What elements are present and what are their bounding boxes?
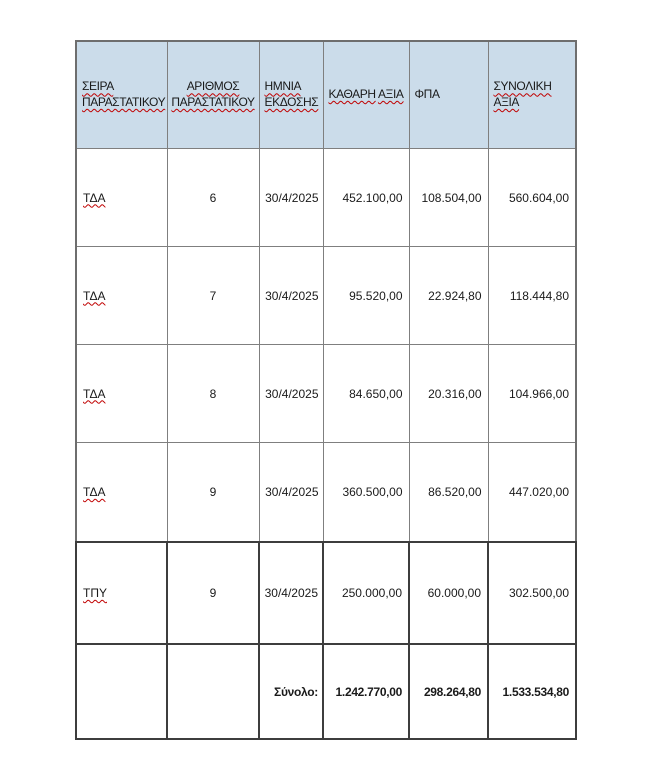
header-word: ΠΑΡΑΣΤΑΤΙΚΟΥ (171, 95, 255, 109)
cell-total: 104.966,00 (488, 345, 576, 443)
header-cell-vat (409, 41, 488, 149)
cell-number: 7 (167, 247, 259, 345)
cell-vat: 86.520,00 (409, 443, 488, 543)
cell-net: 452.100,00 (323, 149, 409, 247)
series-value: ΤΠΥ (83, 586, 107, 600)
cell-series (76, 443, 167, 543)
header-row (76, 41, 576, 149)
cell-series-empty (76, 644, 167, 739)
header-cell-number (167, 41, 259, 149)
header-word: ΑΡΙΘΜΟΣ (186, 79, 240, 94)
cell-date: 30/4/2025 (259, 443, 323, 543)
header-word: ΑΞΙΑ (493, 95, 520, 109)
table-row (76, 443, 576, 543)
cell-vat: 108.504,00 (409, 149, 488, 247)
cell-net: 95.520,00 (323, 247, 409, 345)
cell-total: 560.604,00 (488, 149, 576, 247)
cell-net: 84.650,00 (323, 345, 409, 443)
cell-date: 30/4/2025 (259, 149, 323, 247)
header-cell-series (76, 41, 167, 149)
cell-number: 6 (167, 149, 259, 247)
invoice-summary-table (75, 40, 577, 740)
cell-vat: 60.000,00 (409, 542, 488, 644)
table-row (76, 149, 576, 247)
cell-series (76, 247, 167, 345)
header-cell-net (323, 41, 409, 149)
cell-date: 30/4/2025 (259, 542, 323, 644)
cell-vat: 20.316,00 (409, 345, 488, 443)
totals-total: 1.533.534,80 (488, 644, 576, 739)
cell-total: 302.500,00 (488, 542, 576, 644)
table-row (76, 345, 576, 443)
totals-label: Σύνολο: (259, 644, 323, 739)
cell-series (76, 542, 167, 644)
totals-vat: 298.264,80 (409, 644, 488, 739)
cell-series (76, 149, 167, 247)
cell-vat: 22.924,80 (409, 247, 488, 345)
table-row (76, 542, 576, 644)
cell-date: 30/4/2025 (259, 247, 323, 345)
cell-net: 250.000,00 (323, 542, 409, 644)
header-word: ΣΕΙΡΑ (82, 79, 114, 94)
cell-total: 118.444,80 (488, 247, 576, 345)
cell-net: 360.500,00 (323, 443, 409, 543)
cell-total: 447.020,00 (488, 443, 576, 543)
header-cell-date (259, 41, 323, 149)
series-value: ΤΔΑ (83, 485, 106, 499)
header-cell-total (488, 41, 576, 149)
cell-number-empty (167, 644, 259, 739)
series-value: ΤΔΑ (83, 190, 106, 205)
header-word: ΕΚΔΟΣΗΣ (264, 95, 319, 109)
cell-number: 8 (167, 345, 259, 443)
series-value: ΤΔΑ (83, 288, 106, 303)
header-word: ΗΜΝΙΑ (264, 79, 301, 94)
header-word: ΦΠΑ (414, 87, 440, 102)
cell-date: 30/4/2025 (259, 345, 323, 443)
header-word: ΠΑΡΑΣΤΑΤΙΚΟΥ (82, 95, 166, 109)
cell-series (76, 345, 167, 443)
series-value: ΤΔΑ (83, 386, 106, 401)
header-word: ΣΥΝΟΛΙΚΗ (493, 79, 552, 94)
header-word: ΚΑΘΑΡΗ (328, 87, 376, 102)
header-word: ΑΞΙΑ (377, 87, 404, 102)
table-row (76, 247, 576, 345)
totals-net: 1.242.770,00 (323, 644, 409, 739)
cell-number: 9 (167, 443, 259, 543)
cell-number: 9 (167, 542, 259, 644)
totals-row (76, 644, 576, 739)
